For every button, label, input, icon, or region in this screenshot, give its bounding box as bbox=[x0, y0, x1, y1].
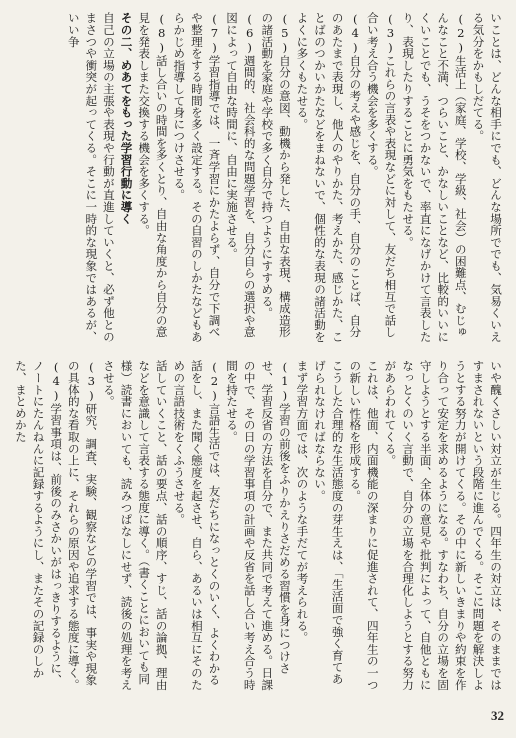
paragraph: (8)話し合いの時間を多くとり、自由な角度から自分の意見を発表しまた交換する機会を多くする。 bbox=[137, 12, 169, 338]
paragraph: いことは、どんな相手にでも、どんな場所ででも、気易くいえる気分をかもしだてる。 bbox=[471, 12, 503, 343]
paragraph: (5)自分の意図、動機から発した、自由な表現、構成造形の諸活動を家庭や学校で多く自分で持つようにすすめる。 bbox=[260, 12, 292, 338]
paragraph: (2)言語生活では、友だちになっとくのいく、よくわかる話をし、また聞く態度を起させ、自ら、あるいは相互にそのための言語技術をくふうさせる。 bbox=[172, 360, 222, 691]
lower-text-block bbox=[14, 360, 504, 695]
paragraph: (3)研究、調査、実験、観察などの学習では、事実や現象の具体的な看取の上に、それらの原因や追求する態度に導く。 bbox=[66, 360, 99, 691]
paragraph: (1)学習の前後をふりかえりさだめる習慣を身につけさせ、学習反省の方法を自分で、また共同で考えて進める。日課の中で、その日の学習事項の計画や反省を話し合い考え合う時間を持たせる。 bbox=[225, 360, 292, 691]
paragraph: (6)週間的、社会科的な問題学習を、自分自らの選択や意図によって自由な時間に、自由に実施させる。 bbox=[225, 12, 257, 338]
paragraph: まず学習方面では、次のような手だてが考えられる。 bbox=[295, 360, 310, 644]
paragraph: いや醜くさしい対立が生じる。四年生の対立は、そのままではすまされないという段階に進んでくる。そこに問題を解決しようとする努力が開けてくる。その中に新しいきまりや約束を作り合って安定を求めるようになる。すなわち、自分の立場を固守しようとする半面、全体の意見や批判によって、自他ともになっとくのいく言動で、自分の立場を合理化しようとする努力があらわれてくる。 bbox=[383, 360, 503, 691]
paragraph: (4)学習事項は、前後のみさかいがはっきりするように、ノートにたんねんに記録するようにし、またその記録のしかた、まとめかた bbox=[14, 360, 64, 686]
paragraph: (7)学習指導では、一斉学習にかたよらず、自分で下調べや整理をする時間を多く設定する。その自習のしかたなどもあらかじめ指導して身につけさせる。 bbox=[172, 12, 222, 343]
paragraph: 自己の立場の主張や表現や行動が直進していくと、必ず他とのまさつや衝突が起ってくる。そこに一時的な現象ではあるが、いい争 bbox=[66, 12, 116, 343]
section-heading: その二、めあてをもった学習行動に導く bbox=[119, 12, 134, 225]
paragraph: これは、他面、内面機能の深まりに促進されて、四年生の一つの新しい性格を形成する。 bbox=[348, 360, 380, 691]
paragraph: (2)生活上（家庭、学校、学級、社会）の困難点、むじゅんなこと不満、つらいこと、かなしいことなど、比較的いいにくいことでも、うそをつかないで、率直になげかけて言表したり、表現したりすることに勇気をもたせる。 bbox=[401, 12, 468, 343]
paragraph: (3)これらの言表や表現などに対して、友だち相互で話し合い考え合う機会を多くする。 bbox=[365, 12, 398, 338]
upper-text-block bbox=[14, 12, 504, 348]
paragraph: (4)自分の考えや感じを、自分の手、自分のことば、自分のあたまで表現し、他人のやりかた、考えかた、感じかた、ことばのつかいかたなどをまねないで、個性的な表現の諸活動をよくに多くもたせる。 bbox=[295, 12, 363, 343]
paragraph: こうした合理的な生活態度の芽生えは、「生活面で強く育てあげられなければならない。 bbox=[313, 360, 345, 685]
page-number: 32 bbox=[491, 708, 504, 723]
paragraph: 話していくこと、話の要点、話の順序、すじ、話の論拠、理由などを意識して言表する態度に導く。（書くことにおいても同様）読書においても、読みつぱなしにせず、読後の処理を考えさせる。 bbox=[101, 360, 169, 691]
